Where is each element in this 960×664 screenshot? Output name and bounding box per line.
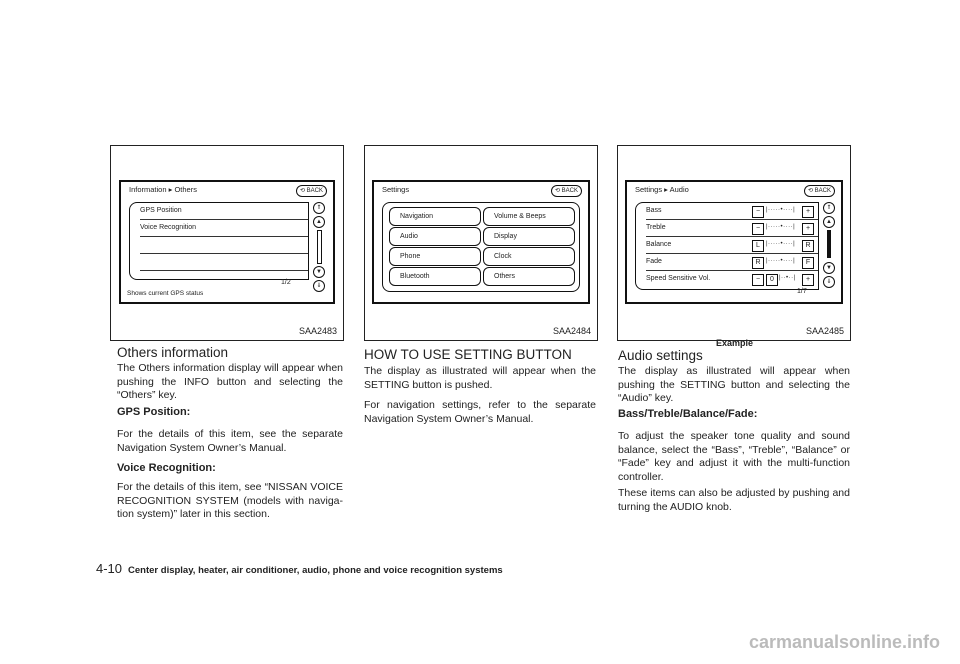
treble-plus-icon[interactable]: + — [802, 223, 814, 235]
display-button[interactable]: Display — [483, 227, 575, 246]
up-small-icon[interactable]: ▲ — [823, 216, 835, 228]
paragraph: For the details of this item, see the separate Navigation System Owner’s Manual. — [117, 428, 343, 454]
figure-settings — [364, 145, 598, 341]
back-button[interactable]: ⟲ BACK — [296, 185, 327, 197]
clock-button[interactable]: Clock — [483, 247, 575, 266]
fade-rear-icon[interactable]: R — [752, 257, 764, 269]
screen-settings — [372, 180, 590, 304]
subheading: GPS Position: — [117, 406, 191, 418]
figure-code: SAA2483 — [298, 326, 337, 336]
speed-vol-plus-icon[interactable]: + — [802, 274, 814, 286]
list-item-speed-sensitive-vol[interactable]: Speed Sensitive Vol. — [646, 275, 711, 282]
section-heading: HOW TO USE SETTING BUTTON — [364, 347, 572, 362]
list-item-fade[interactable]: Fade — [646, 254, 818, 271]
phone-button[interactable]: Phone — [389, 247, 481, 266]
paragraph: To adjust the speaker tone quality and sound balance, select the “Bass”, “Treble”, “Balance” or “Fade” key and adjust it with the multi-function controller. — [618, 430, 850, 483]
treble-level-indicator: |·····•····| — [766, 224, 796, 230]
scrollbar[interactable] — [827, 230, 831, 258]
list-item[interactable]: GPS Position — [140, 203, 308, 220]
page-indicator: 1/2 — [281, 279, 291, 286]
subheading: Voice Recognition: — [117, 462, 216, 474]
down-small-icon[interactable]: ▼ — [313, 266, 325, 278]
paragraph: For navigation settings, refer to the separate Navigation System Owner’s Manual. — [364, 399, 596, 425]
page-footer — [96, 561, 503, 576]
figure-others-information — [110, 145, 344, 341]
balance-left-icon[interactable]: L — [752, 240, 764, 252]
balance-right-icon[interactable]: R — [802, 240, 814, 252]
figure-caption: Example — [716, 338, 754, 348]
figure-audio-settings — [617, 145, 851, 341]
audio-button[interactable]: Audio — [389, 227, 481, 246]
list-item[interactable] — [140, 237, 308, 254]
page-number: 4-10 — [96, 561, 123, 576]
screen-title: Settings — [382, 185, 410, 194]
screen-title: Information ▸ Others — [129, 185, 197, 194]
treble-minus-icon[interactable]: − — [752, 223, 764, 235]
paragraph: The display as illustrated will appear when pushing the SETTING button and selecting the “Audio” key. — [618, 365, 850, 404]
up-icon[interactable]: ⇑ — [823, 202, 835, 214]
down-icon[interactable]: ⇓ — [313, 280, 325, 292]
page-indicator: 1/7 — [797, 288, 807, 295]
back-button[interactable]: ⟲ BACK — [551, 185, 582, 197]
paragraph: These items can also be adjusted by pushing and turning the AUDIO knob. — [618, 487, 850, 513]
paragraph: The Others information display will appear when pushing the INFO button and selecting the “Others” key. — [117, 362, 343, 401]
figure-code: SAA2485 — [805, 326, 844, 336]
bass-level-indicator: |·····•····| — [766, 207, 796, 213]
bluetooth-button[interactable]: Bluetooth — [389, 267, 481, 286]
screen-audio — [625, 180, 843, 304]
figure-code: SAA2484 — [552, 326, 591, 336]
paragraph: The display as illustrated will appear when the SETTING button is pushed. — [364, 365, 596, 391]
up-small-icon[interactable]: ▲ — [313, 216, 325, 228]
status-bar: Shows current GPS status — [127, 290, 204, 297]
bass-plus-icon[interactable]: + — [802, 206, 814, 218]
screen-title: Settings ▸ Audio — [635, 185, 689, 194]
info-list — [129, 202, 309, 280]
screen-others — [119, 180, 335, 304]
speed-vol-value: 0 — [766, 274, 778, 286]
list-item-bass[interactable]: Bass — [646, 203, 818, 220]
balance-level-indicator: |·····•····| — [766, 241, 796, 247]
list-item[interactable] — [140, 254, 308, 271]
back-button[interactable]: ⟲ BACK — [804, 185, 835, 197]
paragraph: For the details of this item, see “NISSAN VOICE RECOGNITION SYSTEM (models with naviga-tion system)” later in this section. — [117, 481, 343, 520]
speed-vol-level-indicator: |··•··| — [779, 275, 796, 281]
subheading: Bass/Treble/Balance/Fade: — [618, 408, 758, 420]
watermark: carmanualsonline.info — [748, 632, 940, 652]
others-button[interactable]: Others — [483, 267, 575, 286]
list-item[interactable]: Voice Recognition — [140, 220, 308, 237]
down-icon[interactable]: ⇓ — [823, 276, 835, 288]
list-item-balance[interactable]: Balance — [646, 237, 818, 254]
fade-front-icon[interactable]: F — [802, 257, 814, 269]
audio-list — [635, 202, 819, 290]
down-small-icon[interactable]: ▼ — [823, 262, 835, 274]
list-item-treble[interactable]: Treble — [646, 220, 818, 237]
navigation-button[interactable]: Navigation — [389, 207, 481, 226]
scrollbar[interactable] — [317, 230, 322, 264]
bass-minus-icon[interactable]: − — [752, 206, 764, 218]
chapter-title: Center display, heater, air conditioner, audio, phone and voice recognition systems — [128, 565, 503, 576]
up-icon[interactable]: ⇑ — [313, 202, 325, 214]
section-heading: Audio settings — [618, 348, 703, 363]
volume-beeps-button[interactable]: Volume & Beeps — [483, 207, 575, 226]
speed-vol-minus-icon[interactable]: − — [752, 274, 764, 286]
settings-panel — [382, 202, 580, 292]
fade-level-indicator: |·····•····| — [766, 258, 796, 264]
section-heading: Others information — [117, 345, 229, 360]
